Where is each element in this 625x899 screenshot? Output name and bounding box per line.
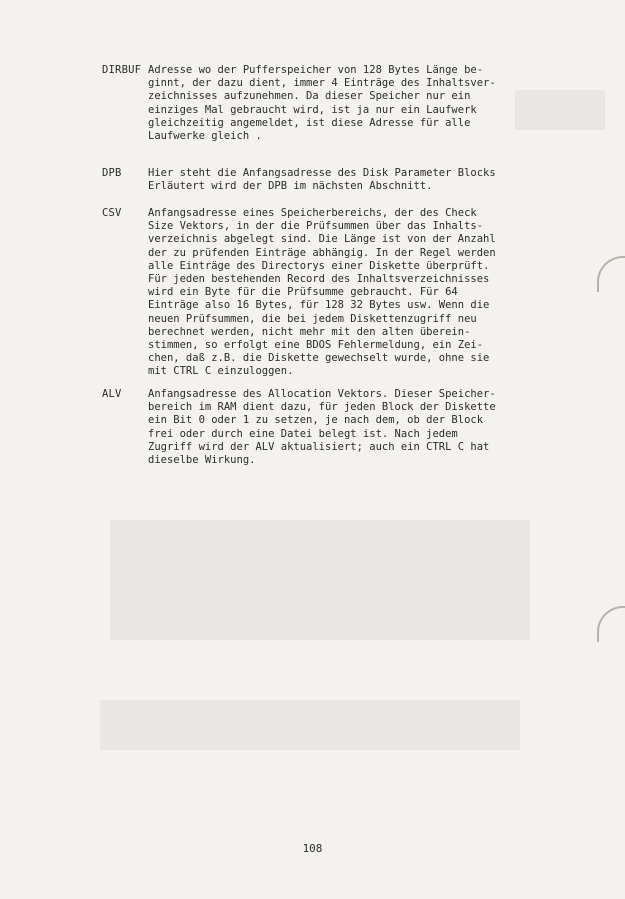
bleed-through	[515, 90, 605, 130]
text-line: zeichnisses aufzunehmen. Da dieser Speicher nur ein	[148, 90, 471, 103]
text-line: bereich im RAM dient dazu, für jeden Block der Diskette	[148, 401, 496, 414]
text-line: frei oder durch eine Datei belegt ist. Nach jedem	[148, 427, 458, 440]
entry-dpb	[102, 167, 502, 193]
bleed-through	[100, 700, 520, 750]
text-line: Erläutert wird der DPB im nächsten Abschnitt.	[148, 180, 433, 193]
text-line: berechnet werden, nicht mehr mit den alten überein-	[148, 325, 471, 338]
text-line: der zu prüfenden Einträge abhängig. In der Regel werden	[148, 246, 496, 259]
entry-description	[148, 64, 502, 143]
entry-dirbuf	[102, 64, 502, 143]
text-line: Anfangsadresse eines Speicherbereichs, der des Check	[148, 207, 477, 219]
text-line: stimmen, so erfolgt eine BDOS Fehlermeldung, ein Zei-	[148, 338, 484, 351]
page-number: 108	[302, 842, 323, 855]
text-line: ein Bit 0 oder 1 zu setzen, je nach dem, ob der Block	[148, 414, 484, 427]
text-line: dieselbe Wirkung.	[148, 453, 256, 466]
bleed-through	[110, 520, 530, 640]
entry-alv	[102, 388, 502, 467]
entry-description	[148, 388, 502, 467]
text-line: wird ein Byte für die Prüfsumme gebraucht. Für 64	[148, 286, 458, 299]
text-line: Adresse wo der Pufferspeicher von 128 Bytes Länge be-	[148, 64, 484, 76]
text-line: ginnt, der dazu dient, immer 4 Einträge des Inhaltsver-	[148, 77, 496, 90]
entry-term: DPB	[102, 167, 122, 179]
entry-term: CSV	[102, 207, 122, 219]
text-line: Hier steht die Anfangsadresse des Disk Parameter Blocks	[148, 167, 496, 179]
text-line: Einträge also 16 Bytes, für 128 32 Bytes usw. Wenn die	[148, 299, 490, 312]
text-line: gleichzeitig angemeldet, ist diese Adresse für alle	[148, 116, 471, 129]
text-line: Size Vektors, in der die Prüfsummen über das Inhalts-	[148, 220, 484, 233]
punch-hole-bottom	[597, 606, 625, 642]
entry-description	[148, 167, 502, 193]
text-line: Zugriff wird der ALV aktualisiert; auch ein CTRL C hat	[148, 440, 490, 453]
text-line: alle Einträge des Directorys einer Diskette überprüft.	[148, 259, 490, 272]
text-line: verzeichnis abgelegt sind. Die Länge ist von der Anzahl	[148, 233, 496, 246]
text-line: neuen Prüfsummen, die bei jedem Diskettenzugriff neu	[148, 312, 477, 325]
punch-hole-top	[597, 256, 625, 292]
text-line: einziges Mal gebraucht wird, ist ja nur ein Laufwerk	[148, 103, 477, 116]
text-line: mit CTRL C einzuloggen.	[148, 365, 294, 378]
entry-term: ALV	[102, 388, 122, 400]
entry-csv	[102, 207, 502, 378]
text-line: Anfangsadresse des Allocation Vektors. Dieser Speicher-	[148, 388, 496, 400]
text-line: chen, daß z.B. die Diskette gewechselt wurde, ohne sie	[148, 352, 490, 365]
entry-term: DIRBUF	[102, 64, 142, 76]
text-line: Laufwerke gleich .	[148, 129, 262, 142]
text-line: Für jeden bestehenden Record des Inhaltsverzeichnisses	[148, 272, 490, 285]
entry-description	[148, 207, 502, 378]
